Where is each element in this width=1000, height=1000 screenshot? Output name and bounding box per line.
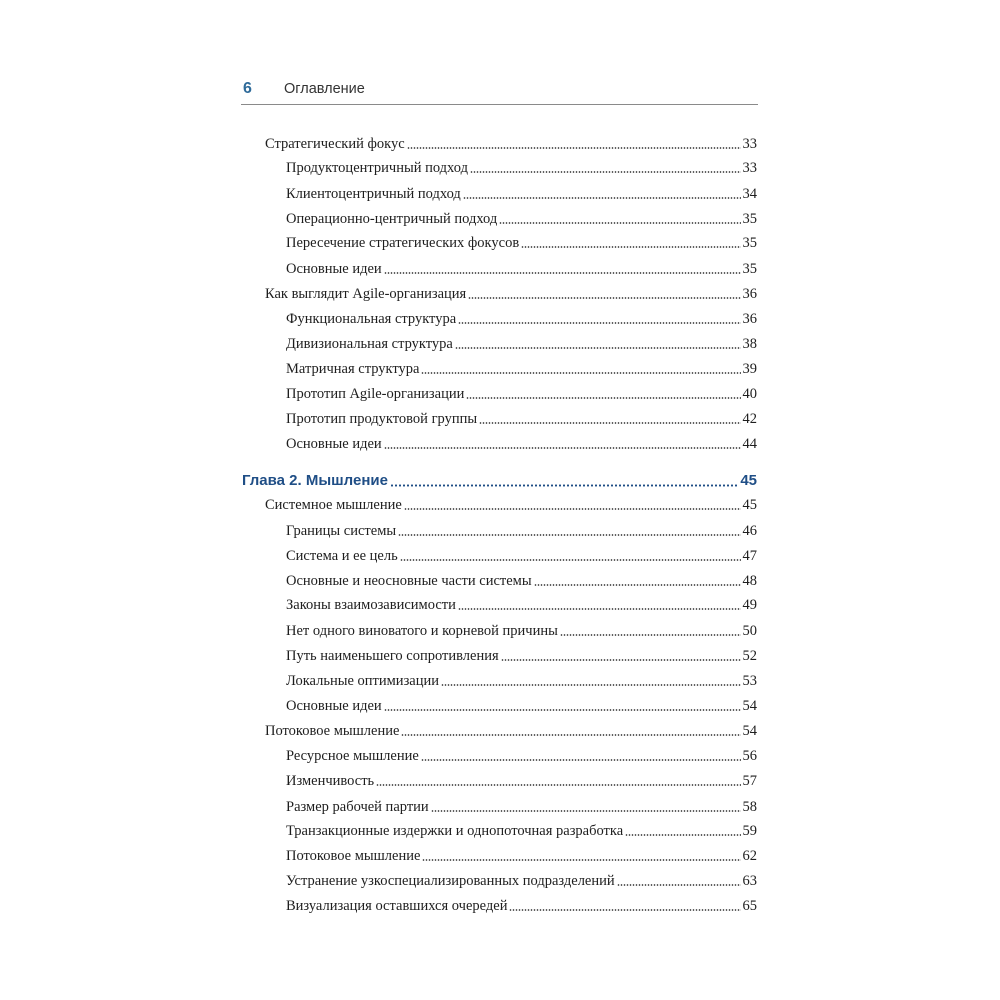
dot-leader: [560, 634, 741, 636]
toc-entry-page: 33: [742, 160, 757, 176]
toc-entry-page: 36: [742, 286, 757, 302]
dot-leader: [400, 559, 741, 561]
toc-subsection-entry: [286, 594, 757, 616]
toc-subsection-entry: [286, 308, 757, 330]
toc-entry-title: Изменчивость: [286, 773, 375, 789]
dot-leader: [501, 659, 741, 661]
running-title: Оглавление: [284, 81, 365, 97]
toc-entry-page: 47: [742, 548, 757, 564]
toc-entry-title: Устранение узкоспециализированных подразделений: [286, 873, 615, 889]
toc-entry-title: Законы взаимозависимости: [286, 597, 456, 613]
toc-entry-title: Система и ее цель: [286, 548, 398, 564]
toc-entry-page: 63: [742, 873, 757, 889]
toc-entry-title: Клиентоцентричный подход: [286, 186, 461, 202]
toc-subsection-entry: [286, 520, 757, 542]
toc-entry-title: Системное мышление: [265, 497, 402, 513]
dot-leader: [625, 834, 740, 836]
toc-subsection-entry: [286, 845, 757, 867]
dot-leader: [421, 759, 741, 761]
dot-leader: [421, 372, 740, 374]
toc-entry-title: Прототип продуктовой группы: [286, 411, 478, 427]
dot-leader: [466, 397, 740, 399]
dot-leader: [521, 246, 740, 248]
toc-entry-page: 38: [742, 336, 757, 352]
dot-leader: [422, 859, 740, 861]
toc-entry-page: 53: [742, 673, 757, 689]
toc-entry-title: Глава 2. Мышление: [242, 472, 388, 489]
toc-subsection-entry: [286, 157, 757, 179]
toc-subsection-entry: [286, 796, 757, 818]
dot-leader: [384, 272, 741, 274]
dot-leader: [499, 222, 740, 224]
dot-leader: [390, 484, 738, 487]
toc-subsection-entry: [286, 333, 757, 355]
toc-entry-page: 52: [742, 648, 757, 664]
toc-entry-title: Стратегический фокус: [265, 136, 405, 152]
toc-subsection-entry: [286, 820, 757, 842]
toc-entry-title: Ресурсное мышление: [286, 748, 419, 764]
page-number: 6: [243, 80, 252, 97]
toc-subsection-entry: [286, 232, 757, 254]
toc-entry-page: 36: [742, 311, 757, 327]
toc-subsection-entry: [286, 620, 757, 642]
toc-entry-title: Путь наименьшего сопротивления: [286, 648, 499, 664]
toc-subsection-entry: [286, 358, 757, 380]
dot-leader: [376, 784, 740, 786]
dot-leader: [404, 508, 741, 510]
toc-entry-page: 56: [742, 748, 757, 764]
dot-leader: [455, 347, 741, 349]
toc-subsection-entry: [286, 545, 757, 567]
toc-subsection-entry: [286, 208, 757, 230]
toc-entry-page: 59: [742, 823, 757, 839]
toc-entry-page: 39: [742, 361, 757, 377]
dot-leader: [458, 322, 740, 324]
toc-subsection-entry: [286, 670, 757, 692]
dot-leader: [458, 608, 741, 610]
toc-entry-title: Размер рабочей партии: [286, 799, 429, 815]
toc-entry-title: Пересечение стратегических фокусов: [286, 235, 520, 251]
toc-subsection-entry: [286, 745, 757, 767]
toc-entry-title: Основные идеи: [286, 436, 382, 452]
toc-entry-page: 33: [742, 136, 757, 152]
toc-entry-title: Дивизиональная структура: [286, 336, 453, 352]
toc-entry-page: 45: [742, 497, 757, 513]
toc-entry-page: 57: [742, 773, 757, 789]
toc-entry-page: 34: [742, 186, 757, 202]
toc-entry-title: Основные и неосновные части системы: [286, 573, 532, 589]
toc-entry-page: 50: [742, 623, 757, 639]
toc-entry-page: 45: [740, 472, 757, 489]
toc-entry-page: 35: [742, 235, 757, 251]
toc-entry-page: 35: [742, 261, 757, 277]
toc-subsection-entry: [286, 895, 757, 917]
toc-subsection-entry: [286, 695, 757, 717]
toc-entry-page: 40: [742, 386, 757, 402]
toc-subsection-entry: [286, 433, 757, 455]
dot-leader: [398, 534, 740, 536]
toc-entry-page: 62: [742, 848, 757, 864]
toc-section-entry: [265, 283, 757, 305]
dot-leader: [617, 884, 741, 886]
toc-entry-page: 65: [742, 898, 757, 914]
toc-entry-title: Операционно-центричный подход: [286, 211, 498, 227]
toc-entry-page: 35: [742, 211, 757, 227]
toc-subsection-entry: [286, 408, 757, 430]
toc-entry-title: Основные идеи: [286, 698, 382, 714]
dot-leader: [384, 709, 741, 711]
toc-entry-title: Границы системы: [286, 523, 397, 539]
toc-entry-title: Функциональная структура: [286, 311, 457, 327]
dot-leader: [384, 447, 741, 449]
toc-section-entry: [265, 720, 757, 742]
toc-subsection-entry: [286, 645, 757, 667]
dot-leader: [470, 171, 741, 173]
dot-leader: [431, 810, 741, 812]
toc-subsection-entry: [286, 183, 757, 205]
toc-section-entry: [265, 494, 757, 516]
dot-leader: [468, 297, 740, 299]
toc-entry-title: Потоковое мышление: [265, 723, 400, 739]
toc-entry-page: 54: [742, 723, 757, 739]
toc-entry-title: Нет одного виноватого и корневой причины: [286, 623, 558, 639]
toc-entry-title: Транзакционные издержки и однопоточная разработка: [286, 823, 624, 839]
dot-leader: [401, 734, 740, 736]
toc-subsection-entry: [286, 383, 757, 405]
toc-entry-title: Потоковое мышление: [286, 848, 421, 864]
toc-subsection-entry: [286, 870, 757, 892]
toc-subsection-entry: [286, 258, 757, 280]
toc-entry-title: Визуализация оставшихся очередей: [286, 898, 508, 914]
toc-section-entry: [265, 133, 757, 155]
toc-subsection-entry: [286, 570, 757, 592]
toc-entry-page: 42: [742, 411, 757, 427]
toc-entry-page: 54: [742, 698, 757, 714]
dot-leader: [407, 147, 741, 149]
dot-leader: [441, 684, 740, 686]
toc-entry-title: Как выглядит Agile-организация: [265, 286, 467, 302]
dot-leader: [534, 584, 741, 586]
toc-chapter-entry: [242, 470, 757, 492]
toc-entry-page: 49: [742, 597, 757, 613]
toc-entry-title: Матричная структура: [286, 361, 420, 377]
dot-leader: [463, 197, 741, 199]
toc-entry-page: 44: [742, 436, 757, 452]
toc-entry-page: 58: [742, 799, 757, 815]
toc-entry-title: Прототип Agile-организации: [286, 386, 465, 402]
toc-entry-page: 46: [742, 523, 757, 539]
toc-entry-title: Локальные оптимизации: [286, 673, 440, 689]
toc-entry-title: Основные идеи: [286, 261, 382, 277]
toc-entry-title: Продуктоцентричный подход: [286, 160, 468, 176]
dot-leader: [509, 909, 740, 911]
toc-entry-page: 48: [742, 573, 757, 589]
toc-subsection-entry: [286, 770, 757, 792]
dot-leader: [479, 422, 740, 424]
